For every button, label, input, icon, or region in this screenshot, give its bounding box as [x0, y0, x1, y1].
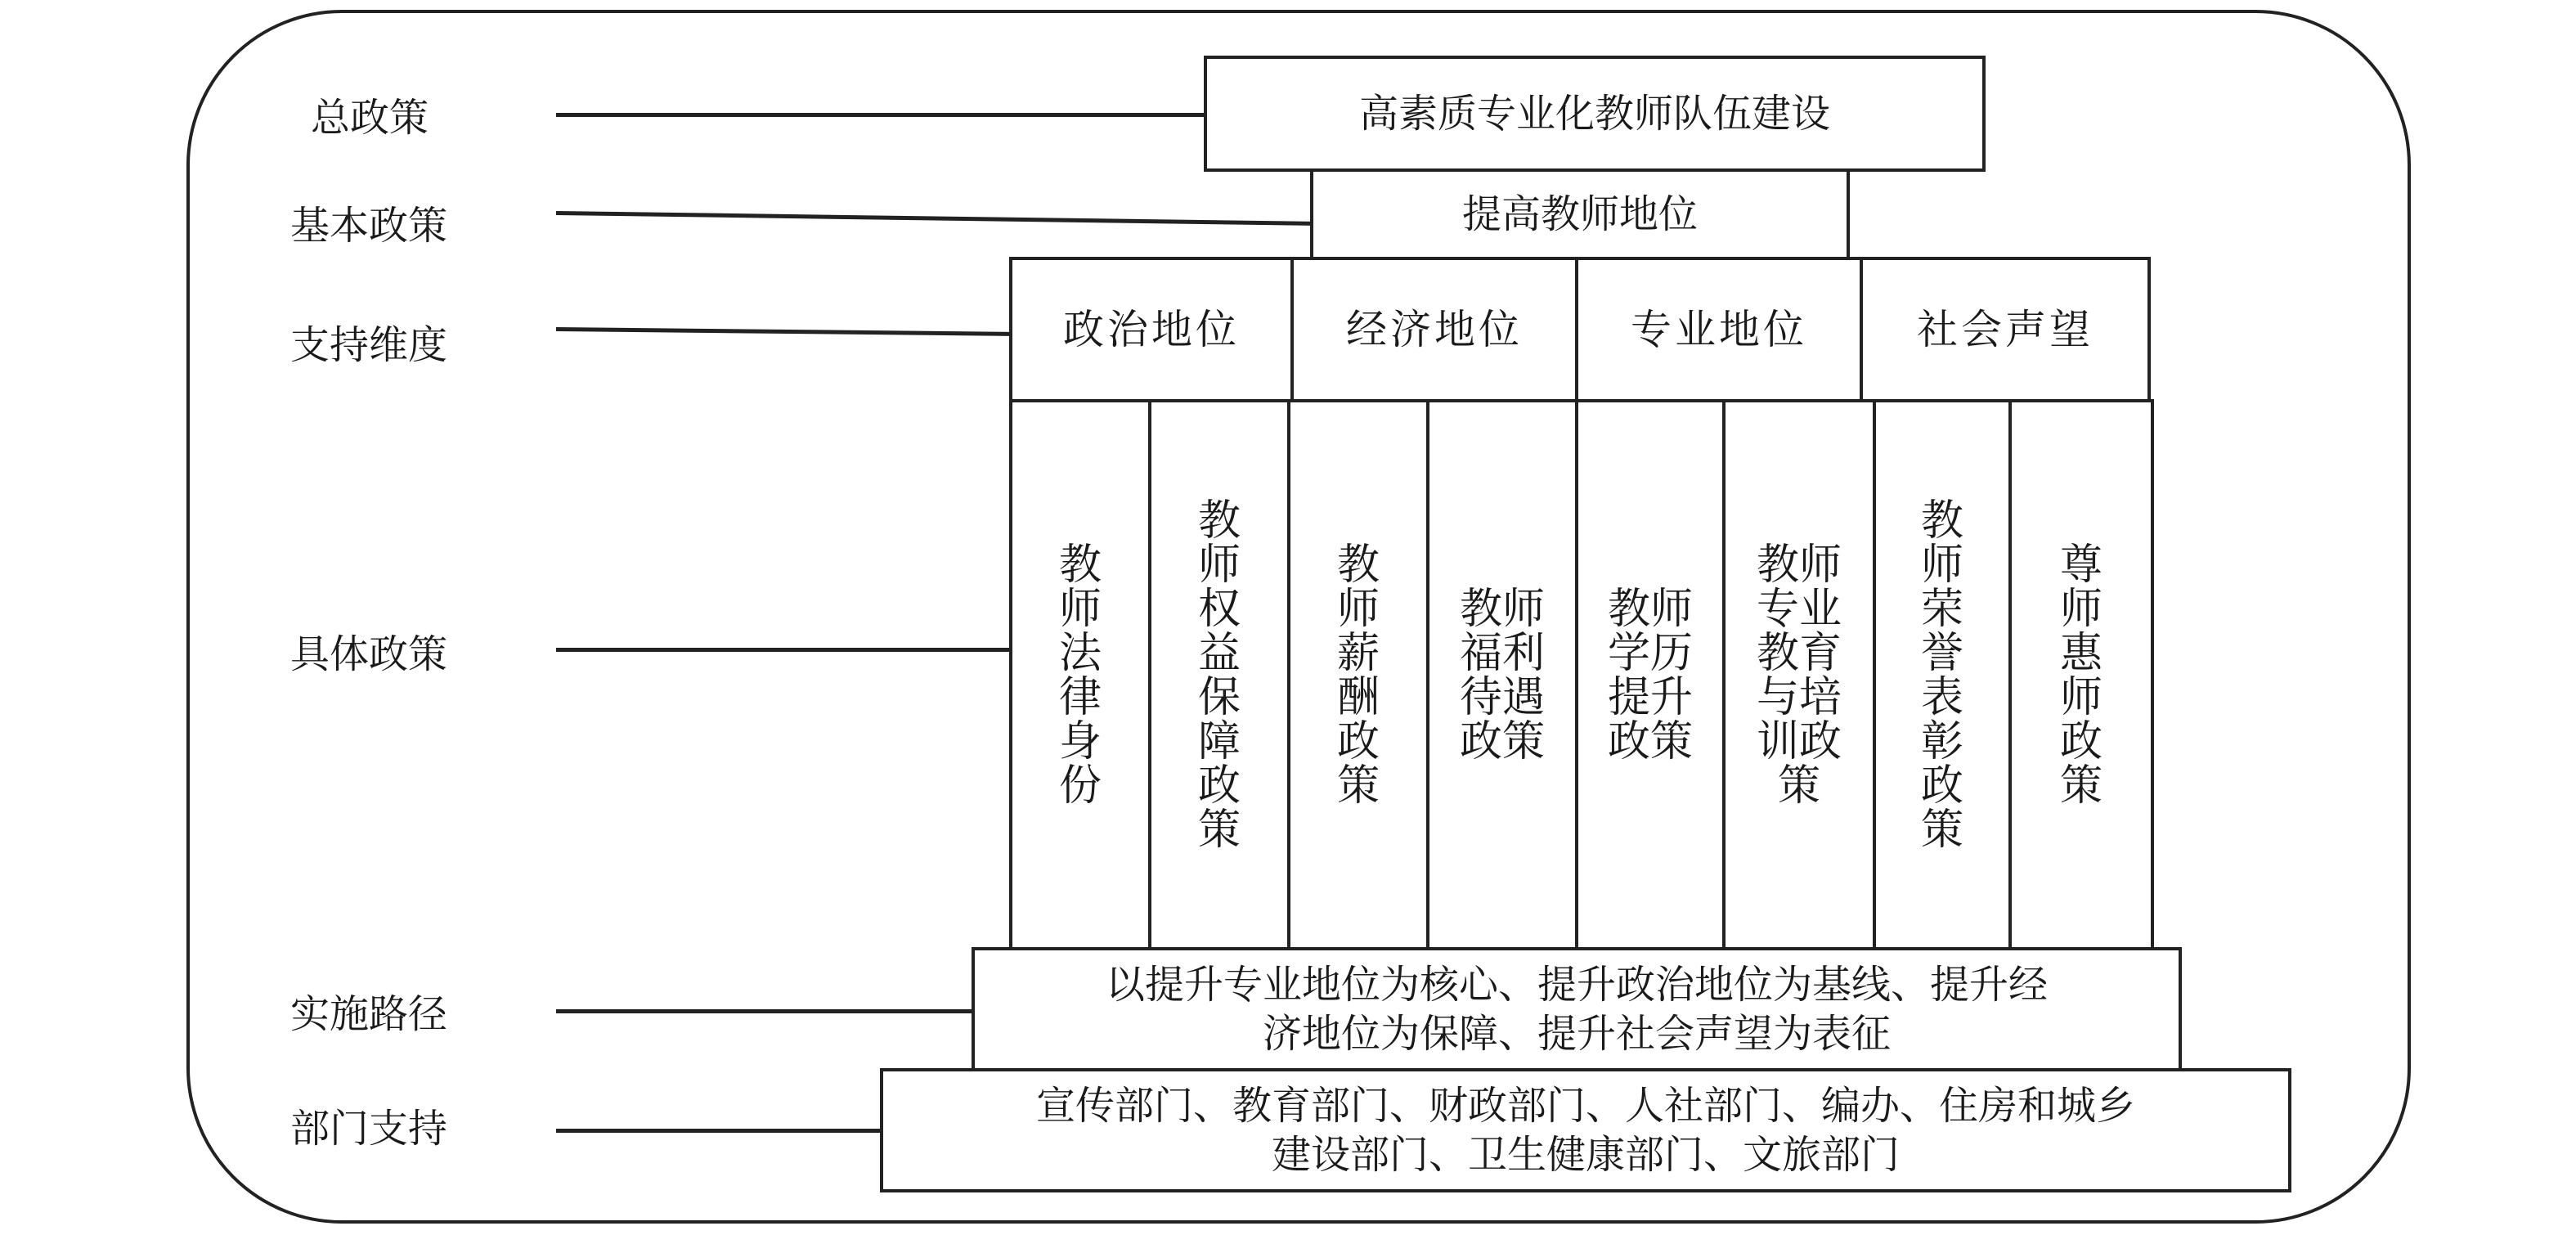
- label-department-support: 部门支持: [290, 1106, 448, 1152]
- policy-teacher-legal-status: [1009, 399, 1151, 952]
- dimension-political-status: 政治地位: [1009, 257, 1294, 402]
- implementation-path-line2: 济地位为保障、提升社会声望为表征: [1262, 1011, 1891, 1057]
- label-overall-policy: 总政策: [311, 95, 429, 141]
- implementation-path-box: [972, 947, 2182, 1071]
- connector-path: [556, 1009, 973, 1013]
- policy-text: 教师 学历 提升 政策: [1607, 585, 1693, 766]
- policy-teacher-salary: [1290, 399, 1429, 952]
- policy-text: 教师 专业 教育 与培 训政 策: [1756, 541, 1842, 811]
- overall-policy-box: [1204, 56, 1986, 172]
- overall-policy-text: 高素质专业化教师队伍建设: [1358, 91, 1830, 137]
- implementation-path-line1: 以提升专业地位为核心、提升政治地位为基线、提升经: [1105, 962, 2048, 1008]
- department-support-box: [880, 1068, 2291, 1192]
- label-basic-policy: 基本政策: [290, 203, 448, 249]
- policy-teacher-honors: [1876, 399, 2012, 952]
- dimension-social-prestige: 社会声望: [1860, 257, 2151, 402]
- policy-text: 教师 福利 待遇 政策: [1459, 585, 1545, 766]
- policy-text: 教 师 法 律 身 份: [1058, 541, 1102, 811]
- connector-department: [556, 1129, 882, 1133]
- policy-teacher-professional-training: [1726, 399, 1876, 952]
- policy-teacher-rights-protection: [1151, 399, 1290, 952]
- connector-specific: [556, 648, 1011, 652]
- connector-overall: [556, 113, 1205, 117]
- policy-respect-teachers: [2012, 399, 2154, 952]
- policy-text: 尊 师 惠 师 政 策: [2059, 541, 2103, 811]
- policy-teacher-degree-upgrade: [1578, 399, 1726, 952]
- basic-policy-text: 提高教师地位: [1461, 191, 1698, 237]
- dimension-economic-status: 经济地位: [1290, 257, 1578, 402]
- department-support-line2: 建设部门、卫生健康部门、文旅部门: [1271, 1132, 1900, 1178]
- label-implementation-path: 实施路径: [290, 991, 448, 1037]
- basic-policy-box: [1310, 168, 1850, 260]
- label-specific-policy: 具体政策: [290, 631, 448, 677]
- policy-text: 教 师 荣 誉 表 彰 政 策: [1920, 496, 1963, 855]
- policy-text: 教 师 薪 酬 政 策: [1336, 541, 1380, 811]
- policy-teacher-welfare: [1429, 399, 1578, 952]
- department-support-line1: 宣传部门、教育部门、财政部门、人社部门、编办、住房和城乡: [1035, 1083, 2135, 1129]
- policy-text: 教 师 权 益 保 障 政 策: [1197, 496, 1241, 855]
- dimension-professional-status: 专业地位: [1575, 257, 1863, 402]
- label-support-dimension: 支持维度: [290, 322, 448, 368]
